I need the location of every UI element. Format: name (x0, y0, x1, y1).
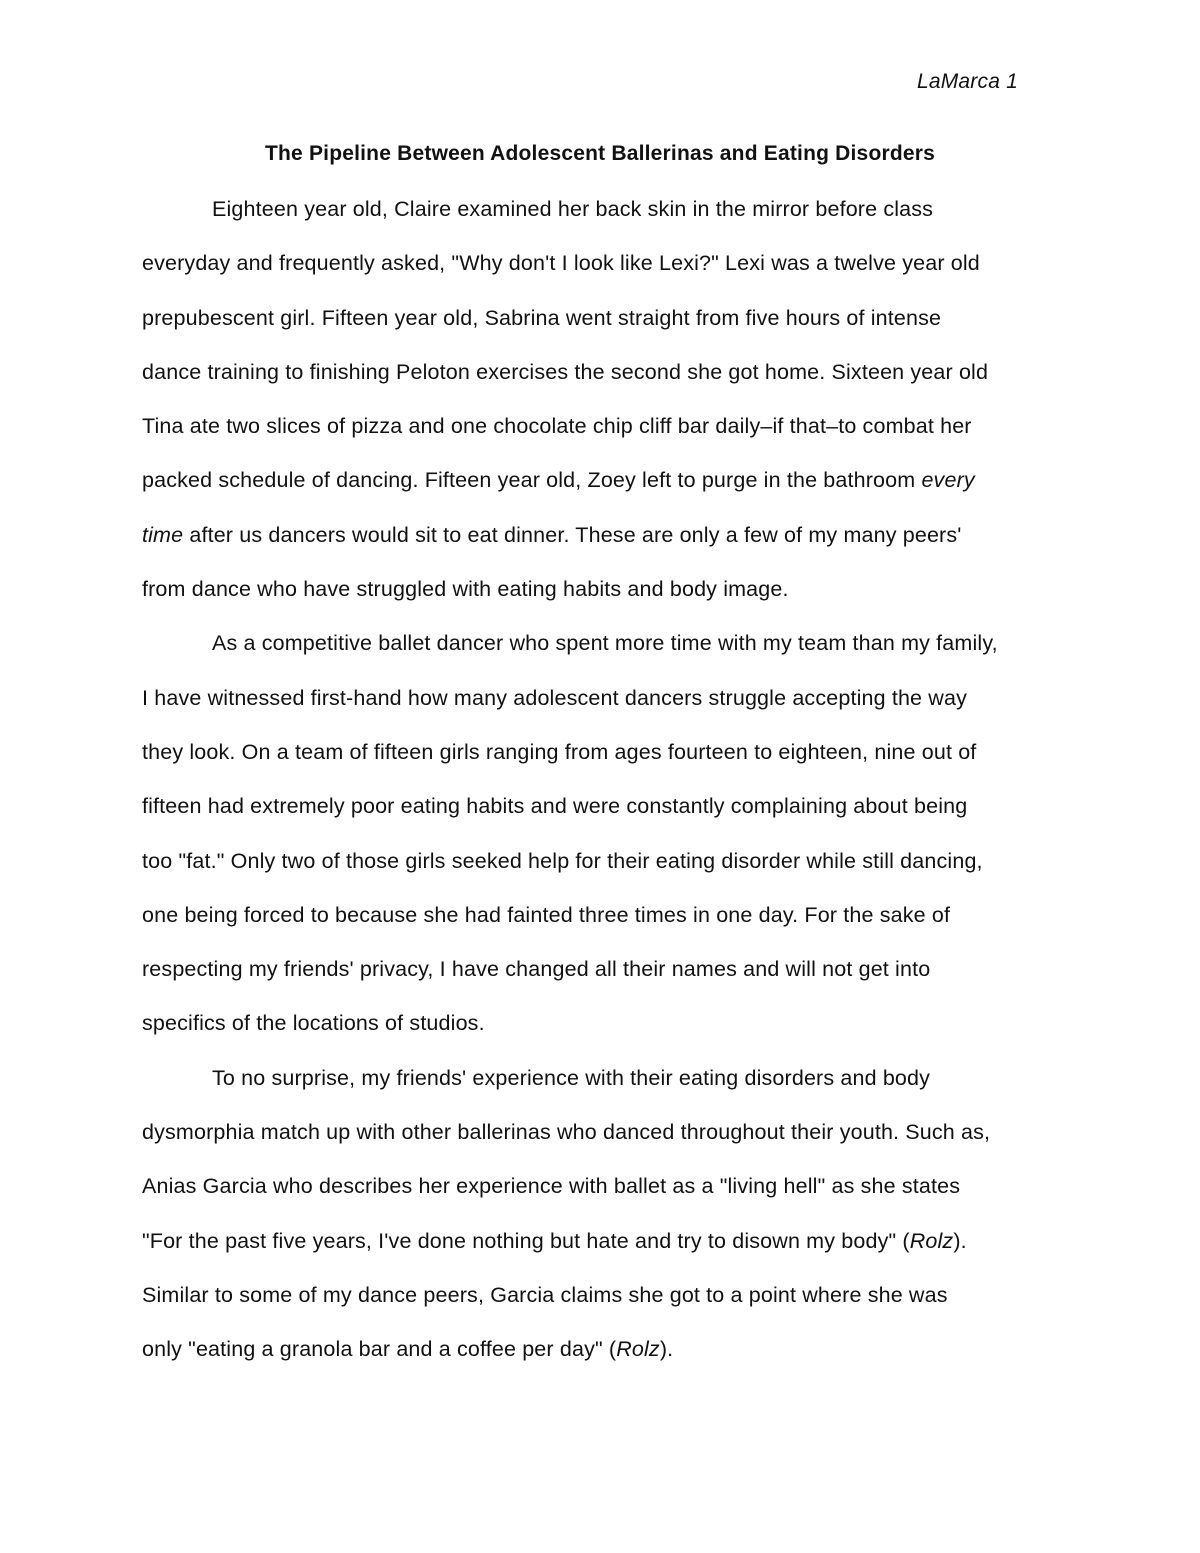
emphasis-text: every (921, 468, 975, 493)
paragraph-line: dance training to finishing Peloton exercises the second she got home. Sixteen year old (142, 359, 989, 384)
paragraph-line: specifics of the locations of studios. (142, 1011, 485, 1036)
paragraph-line: packed schedule of dancing. Fifteen year old, Zoey left to purge in the bathroom every (142, 468, 975, 493)
emphasis-text: time (142, 522, 184, 547)
paragraph-line: from dance who have struggled with eating habits and body image. (142, 577, 789, 602)
citation-text: Rolz (909, 1228, 954, 1253)
paragraph-line: fifteen had extremely poor eating habits and were constantly complaining about being (142, 794, 968, 819)
paragraph-line: everyday and frequently asked, "Why don't I look like Lexi?" Lexi was a twelve year old (142, 251, 980, 276)
essay-title: The Pipeline Between Adolescent Ballerinas and Eating Disorders (265, 142, 935, 165)
paragraph-line: Similar to some of my dance peers, Garcia claims she got to a point where she was (142, 1282, 948, 1307)
paragraph-line: only "eating a granola bar and a coffee per day" (Rolz). (142, 1337, 674, 1362)
paragraph-line: too "fat." Only two of those girls seeked help for their eating disorder while still dancing, (142, 848, 983, 873)
paragraph-line: one being forced to because she had fainted three times in one day. For the sake of (142, 902, 951, 927)
paragraph-line: Anias Garcia who describes her experience with ballet as a "living hell" as she states (142, 1174, 961, 1199)
running-head: LaMarca 1 (916, 70, 1018, 93)
paragraph-line: time after us dancers would sit to eat dinner. These are only a few of my many peers' (142, 522, 962, 547)
paragraph-line: As a competitive ballet dancer who spent more time with my team than my family, (212, 631, 998, 656)
paragraph-line: I have witnessed first-hand how many adolescent dancers struggle accepting the way (142, 685, 967, 710)
paragraph-line: Tina ate two slices of pizza and one chocolate chip cliff bar daily–if that–to combat her (142, 414, 972, 439)
paragraph-line: prepubescent girl. Fifteen year old, Sabrina went straight from five hours of intense (142, 305, 942, 330)
paragraph-line: Eighteen year old, Claire examined her back skin in the mirror before class (212, 197, 934, 221)
paragraph-line: respecting my friends' privacy, I have changed all their names and will not get into (142, 957, 931, 982)
citation-text: Rolz (616, 1337, 660, 1362)
essay-body (142, 182, 1062, 1377)
paragraph-line: To no surprise, my friends' experience with their eating disorders and body (212, 1065, 931, 1090)
paragraph-line: dysmorphia match up with other ballerinas who danced throughout their youth. Such as, (142, 1120, 991, 1145)
paragraph-line: "For the past five years, I've done nothing but hate and try to disown my body" (Rolz). (142, 1228, 967, 1253)
paragraph-line: they look. On a team of fifteen girls ranging from ages fourteen to eighteen, nine out of (142, 739, 977, 764)
